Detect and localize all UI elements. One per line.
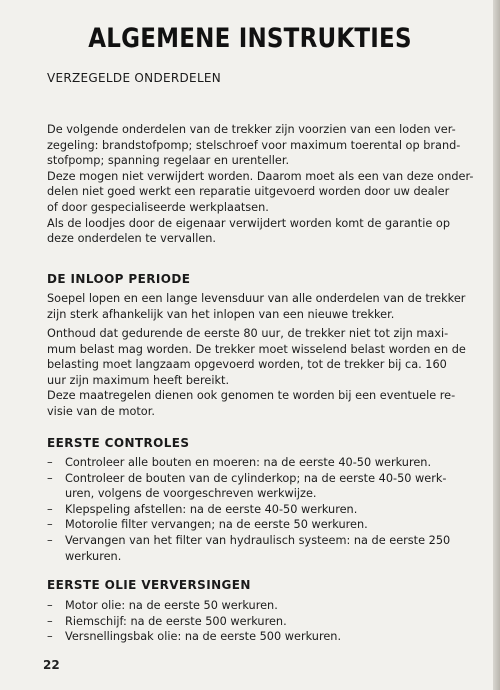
text-line: mum belast mag worden. De trekker moet wisselend belast worden en de: [47, 342, 466, 356]
list-item: [47, 598, 467, 614]
text-line: uur zijn maximum heeft bereikt.: [47, 373, 230, 387]
dash-bullet: –: [47, 471, 53, 485]
list-first-oil-changes: [47, 598, 467, 645]
text-line: Deze maatregelen dienen ook genomen te worden bij een eventuele re-: [47, 389, 456, 403]
dash-bullet: –: [47, 630, 53, 644]
list-item: [47, 502, 467, 518]
list-item: [47, 517, 467, 533]
list-item: [47, 614, 467, 630]
text-line: visie van de motor.: [47, 404, 155, 418]
text-line: Onthoud dat gedurende de eerste 80 uur, de trekker niet tot zijn maxi-: [47, 327, 449, 340]
heading-sealed-parts: VERZEGELDE ONDERDELEN: [47, 71, 222, 85]
text-line: werkuren.: [65, 549, 122, 563]
text-line: Motor olie: na de eerste 50 werkuren.: [65, 599, 278, 612]
text-line: Versnellingsbak olie: na de eerste 500 werkuren.: [65, 630, 342, 644]
page-number: 22: [43, 658, 60, 672]
list-item: [47, 455, 467, 471]
dash-bullet: –: [47, 518, 53, 532]
text-line: Riemschijf: na de eerste 500 werkuren.: [65, 614, 287, 628]
heading-first-oil-changes: EERSTE OLIE VERVERSINGEN: [47, 578, 251, 592]
text-line: zijn sterk afhankelijk van het inlopen van een nieuwe trekker.: [47, 307, 395, 321]
text-line: Soepel lopen en een lange levensduur van alle onderdelen van de trekker: [47, 292, 466, 305]
text-line: Deze mogen niet verwijdert worden. Daarom moet als een van deze onder-: [47, 169, 474, 183]
text-line: Controleer alle bouten en moeren: na de eerste 40-50 werkuren.: [65, 456, 432, 469]
text-line: zegeling: brandstofpomp; stelschroef voor maximum toerental op brand-: [47, 138, 461, 152]
text-line: Controleer de bouten van de cylinderkop; na de eerste 40-50 werk-: [65, 471, 447, 485]
dash-bullet: –: [47, 614, 53, 628]
text-line: belasting moet langzaam opgevoerd worden, tot de trekker bij ca. 160: [47, 358, 447, 372]
text-line: Als de loodjes door de eigenaar verwijdert worden komt de garantie op: [47, 216, 450, 230]
list-item: [47, 471, 467, 502]
text-line: De volgende onderdelen van de trekker zijn voorzien van een loden ver-: [47, 123, 456, 136]
page-spine-shadow: [493, 0, 500, 690]
dash-bullet: –: [47, 502, 53, 516]
dash-bullet: –: [47, 533, 53, 547]
page-title: ALGEMENE INSTRUKTIES: [88, 24, 412, 54]
list-item: [47, 533, 467, 564]
text-line: of door gespecialiseerde werkplaatsen.: [47, 200, 269, 214]
paragraph-sealed-parts: [47, 122, 474, 247]
dash-bullet: –: [47, 456, 53, 469]
text-line: delen niet goed werkt een reparatie uitgevoerd worden door uw dealer: [47, 185, 450, 199]
text-line: deze onderdelen te vervallen.: [47, 232, 217, 246]
heading-first-checks: EERSTE CONTROLES: [47, 436, 190, 450]
list-first-checks: [47, 455, 467, 564]
text-line: Motorolie filter vervangen; na de eerste 50 werkuren.: [65, 518, 368, 532]
text-line: stofpomp; spanning regelaar en urenteller.: [47, 154, 290, 168]
text-line: Klepspeling afstellen: na de eerste 40-50 werkuren.: [65, 502, 358, 516]
text-line: uren, volgens de voorgeschreven werkwijze.: [65, 487, 317, 501]
paragraph-run-in-1: [47, 291, 467, 322]
heading-run-in-period: DE INLOOP PERIODE: [47, 272, 191, 286]
dash-bullet: –: [47, 599, 53, 612]
list-item: [47, 629, 467, 645]
paragraph-run-in-2: [47, 326, 467, 420]
text-line: Vervangen van het filter van hydraulisch systeem: na de eerste 250: [65, 533, 451, 547]
